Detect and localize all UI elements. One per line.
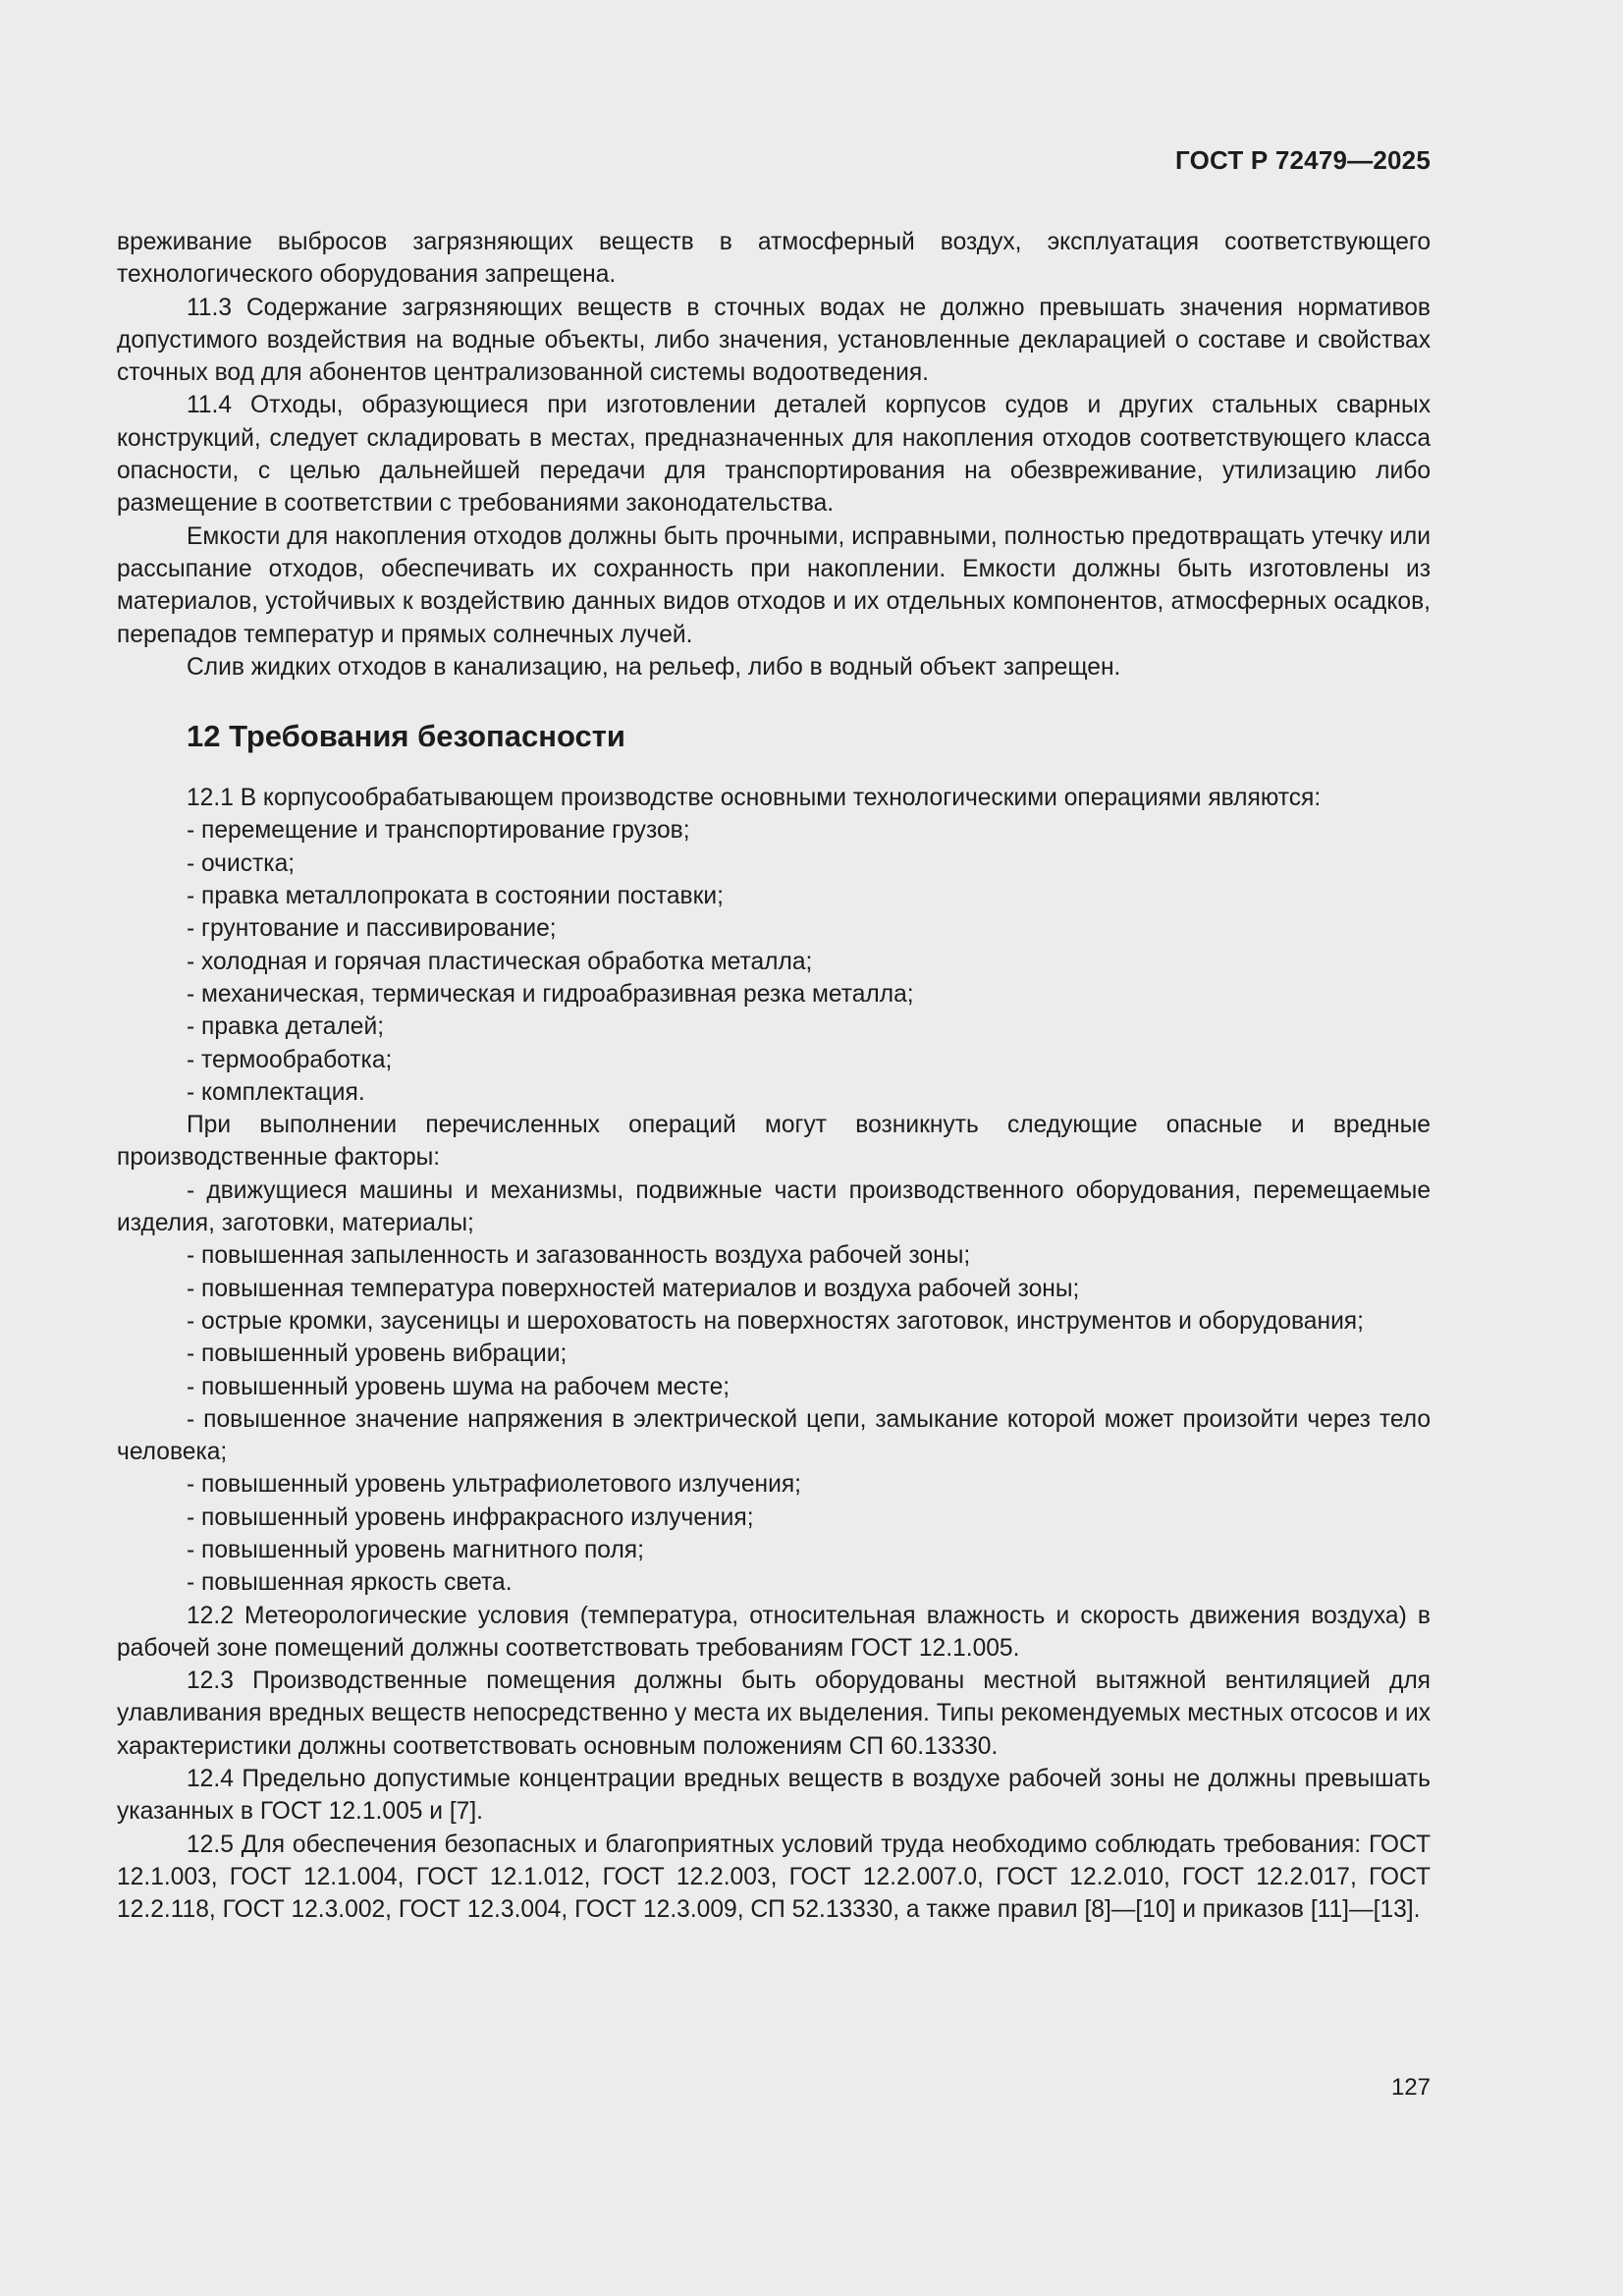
- list-item: - очистка;: [187, 849, 296, 877]
- list-item: - повышенная яркость света.: [187, 1569, 513, 1597]
- list-item: - повышенное значение напряжения в электрической цепи, замыкание которой может произойти через тело человека;: [117, 1405, 1431, 1466]
- list-item: - движущиеся машины и механизмы, подвижные части производственного оборудования, перемещаемые изделия, заготовки, материалы;: [117, 1176, 1431, 1237]
- paragraph-factors: При выполнении перечисленных операций могут возникнуть следующие опасные и вредные производственные факторы:: [117, 1112, 1431, 1172]
- list-item: - правка металлопроката в состоянии поставки;: [187, 883, 724, 910]
- paragraph-11-3: 11.3 Содержание загрязняющих веществ в сточных водах не должно превышать значения нормативов допустимого воздействия на водные объекты, либо значения, установленные декларацией о составе и свойствах сточных вод для абонентов централизованной системы водоотведения.: [117, 294, 1431, 387]
- paragraph-12-2: 12.2 Метеорологические условия (температура, относительная влажность и скорость движения воздуха) в рабочей зоне помещений должны соответствовать требованиям ГОСТ 12.1.005.: [117, 1602, 1431, 1662]
- list-item: - повышенный уровень вибрации;: [187, 1340, 568, 1368]
- paragraph-11-4: 11.4 Отходы, образующиеся при изготовлении деталей корпусов судов и других стальных сварных конструкций, следует складировать в местах, предназначенных для накопления отходов соответствующего класса опасности, с целью дальнейшей передачи для транспортирования на обезвреживание, утилизацию либо размещение в соответствии с требованиями законодательства.: [117, 392, 1431, 518]
- list-item: - повышенная запыленность и загазованность воздуха рабочей зоны;: [187, 1242, 971, 1270]
- factors-list: [117, 1175, 1431, 1600]
- list-item: - повышенный уровень ультрафиолетового излучения;: [187, 1471, 802, 1499]
- list-item: - грунтование и пассивирование;: [187, 915, 557, 943]
- paragraph-12-4: 12.4 Предельно допустимые концентрации вредных веществ в воздухе рабочей зоны не должны превышать указанных в ГОСТ 12.1.005 и [7].: [117, 1766, 1431, 1826]
- page-number: 127: [1390, 2074, 1431, 2101]
- page-content: [117, 226, 1431, 1927]
- section-heading-12: 12 Требования безопасности: [187, 719, 625, 754]
- paragraph-12-3: 12.3 Производственные помещения должны быть оборудованы местной вытяжной вентиляцией для улавливания вредных веществ непосредственно у места их выделения. Типы рекомендуемых местных отсосов и их характеристики должны соответствовать основным положениям СП 60.13330.: [117, 1667, 1431, 1760]
- paragraph-drain: Слив жидких отходов в канализацию, на рельеф, либо в водный объект запрещен.: [187, 653, 1121, 681]
- paragraph-continued: вреживание выбросов загрязняющих веществ в атмосферный воздух, эксплуатация соответствующего технологического оборудования запрещена.: [117, 229, 1431, 289]
- paragraph-12-5: 12.5 Для обеспечения безопасных и благоприятных условий труда необходимо соблюдать требования: ГОСТ 12.1.003, ГОСТ 12.1.004, ГОСТ 12.1.012, ГОСТ 12.2.003, ГОСТ 12.2.007.0, ГОСТ 12.2.010, ГОСТ 12.2.017, ГОСТ 12.2.118, ГОСТ 12.3.002, ГОСТ 12.3.004, ГОСТ 12.3.009, СП 52.13330, а также правил [8]—[10] и приказов [11]—[13].: [117, 1831, 1431, 1924]
- list-item: - острые кромки, заусеницы и шероховатость на поверхностях заготовок, инструментов и оборудования;: [187, 1307, 1364, 1335]
- list-item: - холодная и горячая пластическая обработка металла;: [187, 948, 813, 975]
- paragraph-containers: Емкости для накопления отходов должны быть прочными, исправными, полностью предотвращать утечку или рассыпание отходов, обеспечивать их сохранность при накоплении. Емкости должны быть изготовлены из материалов, устойчивых к воздействию данных видов отходов и их отдельных компонентов, атмосферных осадков, перепадов температур и прямых солнечных лучей.: [117, 522, 1431, 648]
- document-id: ГОСТ Р 72479—2025: [1175, 145, 1431, 175]
- paragraph-12-1: 12.1 В корпусообрабатывающем производстве основными технологическими операциями являются:: [187, 785, 1322, 812]
- list-item: - правка деталей;: [187, 1013, 385, 1041]
- list-item: - механическая, термическая и гидроабразивная резка металла;: [187, 980, 914, 1008]
- list-item: - комплектация.: [187, 1078, 365, 1106]
- list-item: - перемещение и транспортирование грузов;: [187, 817, 690, 845]
- list-item: - повышенный уровень инфракрасного излучения;: [187, 1503, 754, 1531]
- operations-list: [117, 814, 1431, 1109]
- list-item: - повышенная температура поверхностей материалов и воздуха рабочей зоны;: [187, 1275, 1080, 1302]
- list-item: - термообработка;: [187, 1046, 393, 1073]
- list-item: - повышенный уровень магнитного поля;: [187, 1536, 644, 1563]
- list-item: - повышенный уровень шума на рабочем месте;: [187, 1373, 730, 1400]
